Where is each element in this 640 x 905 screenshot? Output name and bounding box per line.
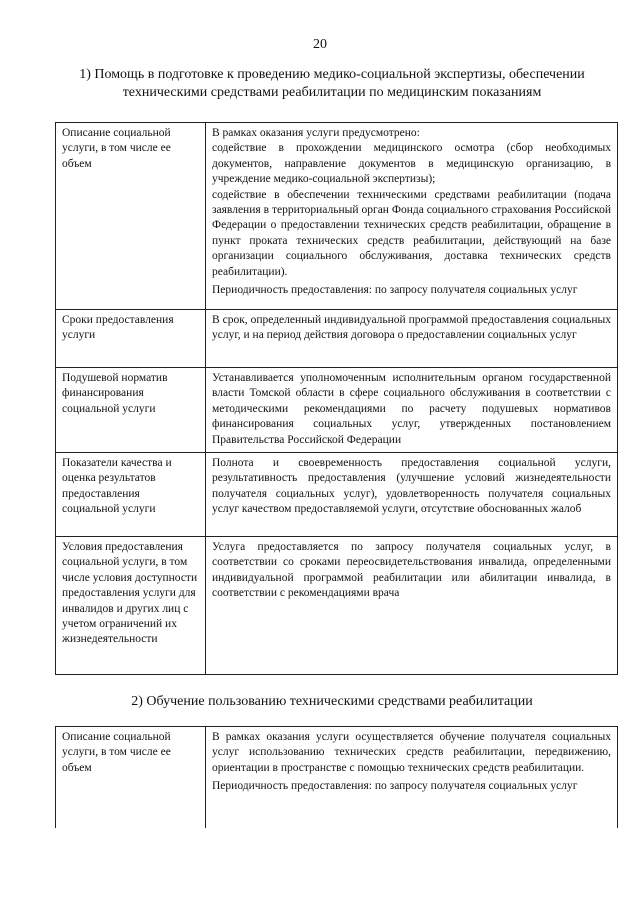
paragraph: Периодичность предоставления: по запросу получателя социальных услуг (212, 284, 578, 297)
table-row (56, 310, 618, 368)
row-label: Сроки предоставления услуги (56, 310, 206, 368)
row-label: Показатели качества и оценка результатов предоставления социальной услуги (56, 453, 206, 537)
paragraph: содействие в прохождении медицинского осмотра (сбор необходимых документов, направление документов в медицинскую организацию, в учреждение медико-социальной экспертизы); (212, 142, 611, 186)
row-label: Условия предоставления социальной услуги, в том числе условия доступности предоставления услуги для инвалидов и других лиц с учетом ограничений их жизнедеятельности (56, 537, 206, 675)
row-content (206, 368, 618, 453)
paragraph: Полнота и своевременность предоставления социальной услуги, результативность предоставления (улучшение условий жизнедеятельности получателя социальных услуг), удовлетворенность получателя социальных услуг качеством предоставляемой услуги, отсутствие обоснованных жалоб (212, 457, 611, 516)
paragraph: Периодичность предоставления: по запросу получателя социальных услуг (212, 780, 578, 793)
table-row (56, 368, 618, 453)
row-label: Описание социальной услуги, в том числе ее объем (56, 123, 206, 310)
paragraph: содействие в обеспечении техническими средствами реабилитации (подача заявления в территориальный орган Фонда социального страхования Российской Федерации о предоставлении технических средств реабилитации, обращение в пункт проката технических средств реабилитации, действующий на базе организации социального обслуживания, доставка технических средств реабилитации). (212, 188, 611, 278)
row-label: Описание социальной услуги, в том числе ее объем (56, 727, 206, 829)
paragraph: В рамках оказания услуги предусмотрено: (212, 127, 420, 139)
section-1-table (55, 122, 618, 675)
table-row (56, 727, 618, 829)
table-row (56, 453, 618, 537)
row-content (206, 123, 618, 310)
page-number: 20 (313, 37, 327, 52)
paragraph: В рамках оказания услуги осуществляется обучение получателя социальных услуг использованию технических средств реабилитации, передвижению, ориентации в пространстве с помощью технических средств реабилитации. (212, 731, 611, 774)
section-1-heading: 1) Помощь в подготовке к проведению медико-социальной экспертизы, обеспечении техническими средствами реабилитации по медицинским показаниям (79, 67, 585, 100)
row-content (206, 537, 618, 675)
row-content (206, 453, 618, 537)
row-content (206, 310, 618, 368)
row-content (206, 727, 618, 829)
table-row (56, 123, 618, 310)
section-2-table (55, 726, 618, 828)
paragraph: Услуга предоставляется по запросу получателя социальных услуг, в соответствии со сроками переосвидетельствования инвалида, определенными индивидуальной программой реабилитации или абилитации инвалида, в соответствии с рекомендациями врача (212, 541, 611, 600)
paragraph: Устанавливается уполномоченным исполнительным органом государственной власти Томской области в сфере социального обслуживания в соответствии с методическими рекомендациями по расчету подушевых нормативов финансирования социальных услуг, утвержденных постановлением Правительства Российской Федерации (212, 372, 611, 446)
table-row (56, 537, 618, 675)
row-label: Подушевой норматив финансирования социальной услуги (56, 368, 206, 453)
paragraph: В срок, определенный индивидуальной программой предоставления социальных услуг, и на период действия договора о предоставлении социальных услуг (212, 314, 611, 342)
section-2-heading: 2) Обучение пользованию техническими средствами реабилитации (131, 694, 533, 709)
